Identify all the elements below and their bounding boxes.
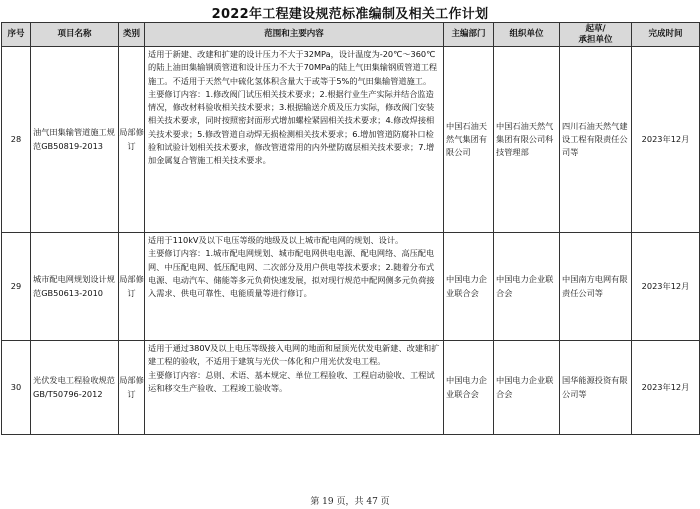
header-org: 组织单位: [494, 23, 560, 47]
row-drafter: 中国南方电网有限责任公司等: [560, 233, 632, 341]
row-deadline: 2023年12月: [632, 47, 700, 233]
row-scope: [145, 233, 444, 341]
row-dept: 中国石油天然气集团有限公司: [444, 47, 494, 233]
row-name: 油气田集输管道施工规范GB50819-2013: [31, 47, 119, 233]
header-dept: 主编部门: [444, 23, 494, 47]
row-no: 28: [2, 47, 31, 233]
row-dept: 中国电力企业联合会: [444, 341, 494, 435]
row-no: 29: [2, 233, 31, 341]
row-category: 局部修订: [119, 47, 145, 233]
row-org: 中国电力企业联合会: [494, 341, 560, 435]
table-row: [2, 341, 700, 435]
header-drafter-line1: 起草/: [585, 23, 606, 34]
row-name: 光伏发电工程验收规范GB/T50796-2012: [31, 341, 119, 435]
header-deadline: 完成时间: [632, 23, 700, 47]
row-deadline: 2023年12月: [632, 233, 700, 341]
header-category: 类别: [119, 23, 145, 47]
row-scope: [145, 47, 444, 233]
scope-paragraph: 主要修订内容：1.城市配电网规划、城市配电网供电电源、配电网络、高压配电网、中压配电网、低压配电网、二次部分及用户供电等技术要求；2.随着分布式电源、电动汽车、储能等多元负荷快速发展，拟对现行规范中配网侧多元负荷接入需求、供电可靠性、电能质量等进行修订。: [148, 248, 435, 299]
table-row: [2, 233, 700, 341]
scope-paragraph: 主要修订内容：总则、术语、基本规定、单位工程验收、工程启动验收、工程试运和移交生产验收、工程竣工验收等。: [148, 369, 435, 393]
row-no: 30: [2, 341, 31, 435]
table-header-row: [2, 23, 700, 47]
header-drafter: [560, 23, 632, 47]
header-name: 项目名称: [31, 23, 119, 47]
row-org: 中国电力企业联合会: [494, 233, 560, 341]
row-dept: 中国电力企业联合会: [444, 233, 494, 341]
header-no: 序号: [2, 23, 31, 47]
row-scope: [145, 341, 444, 435]
row-drafter: 国华能源投资有限公司等: [560, 341, 632, 435]
header-drafter-line2: 承担单位: [578, 34, 613, 45]
scope-paragraph: 适用于通过380V及以上电压等级接入电网的地面和屋顶光伏发电新建、改建和扩建工程的验收，不适用于建筑与光伏一体化和户用光伏发电工程。: [148, 343, 440, 367]
work-plan-table: [1, 22, 700, 435]
table-row: [2, 47, 700, 233]
row-org: 中国石油天然气集团有限公司科技管理部: [494, 47, 560, 233]
scope-paragraph: 适用于110kV及以下电压等级的地级及以上城市配电网的规划、设计。: [148, 235, 404, 245]
row-category: 局部修订: [119, 233, 145, 341]
header-scope: 范围和主要内容: [145, 23, 444, 47]
row-drafter: 四川石油天然气建设工程有限责任公司等: [560, 47, 632, 233]
scope-paragraph: 主要修订内容：1.修改阀门试压相关技术要求；2.根据行业生产实际并结合监造情况，修改材料验收相关技术要求；3.根据输送介质及压力实际，修改阀门安装相关技术要求，同时按照密封面形式增加螺栓紧固相关技术要求；4.修改焊接相关技术要求；5.修改管道自动焊无损检测相关技术要求；6.增加管道防腐补口检验和试验计划相关技术要求，修改管道常用的内外壁防腐层相关技术要求；7.增加金属复合管施工相关技术要求。: [148, 88, 435, 166]
page-title: 2022年工程建设规范标准编制及相关工作计划: [211, 7, 489, 22]
page-number: 第 19 页，共 47 页: [310, 497, 390, 507]
row-name: 城市配电网规划设计规范GB50613-2010: [31, 233, 119, 341]
row-deadline: 2023年12月: [632, 341, 700, 435]
row-category: 局部修订: [119, 341, 145, 435]
scope-paragraph: 适用于新建、改建和扩建的设计压力不大于32MPa，设计温度为-20℃～360℃的陆上油田集输钢质管道和设计压力不大于70MPa的陆上气田集输钢质管道工程施工。不适用于天然气中硫化氢体积含量大于或等于5%的气田集输管道施工。: [148, 49, 438, 86]
